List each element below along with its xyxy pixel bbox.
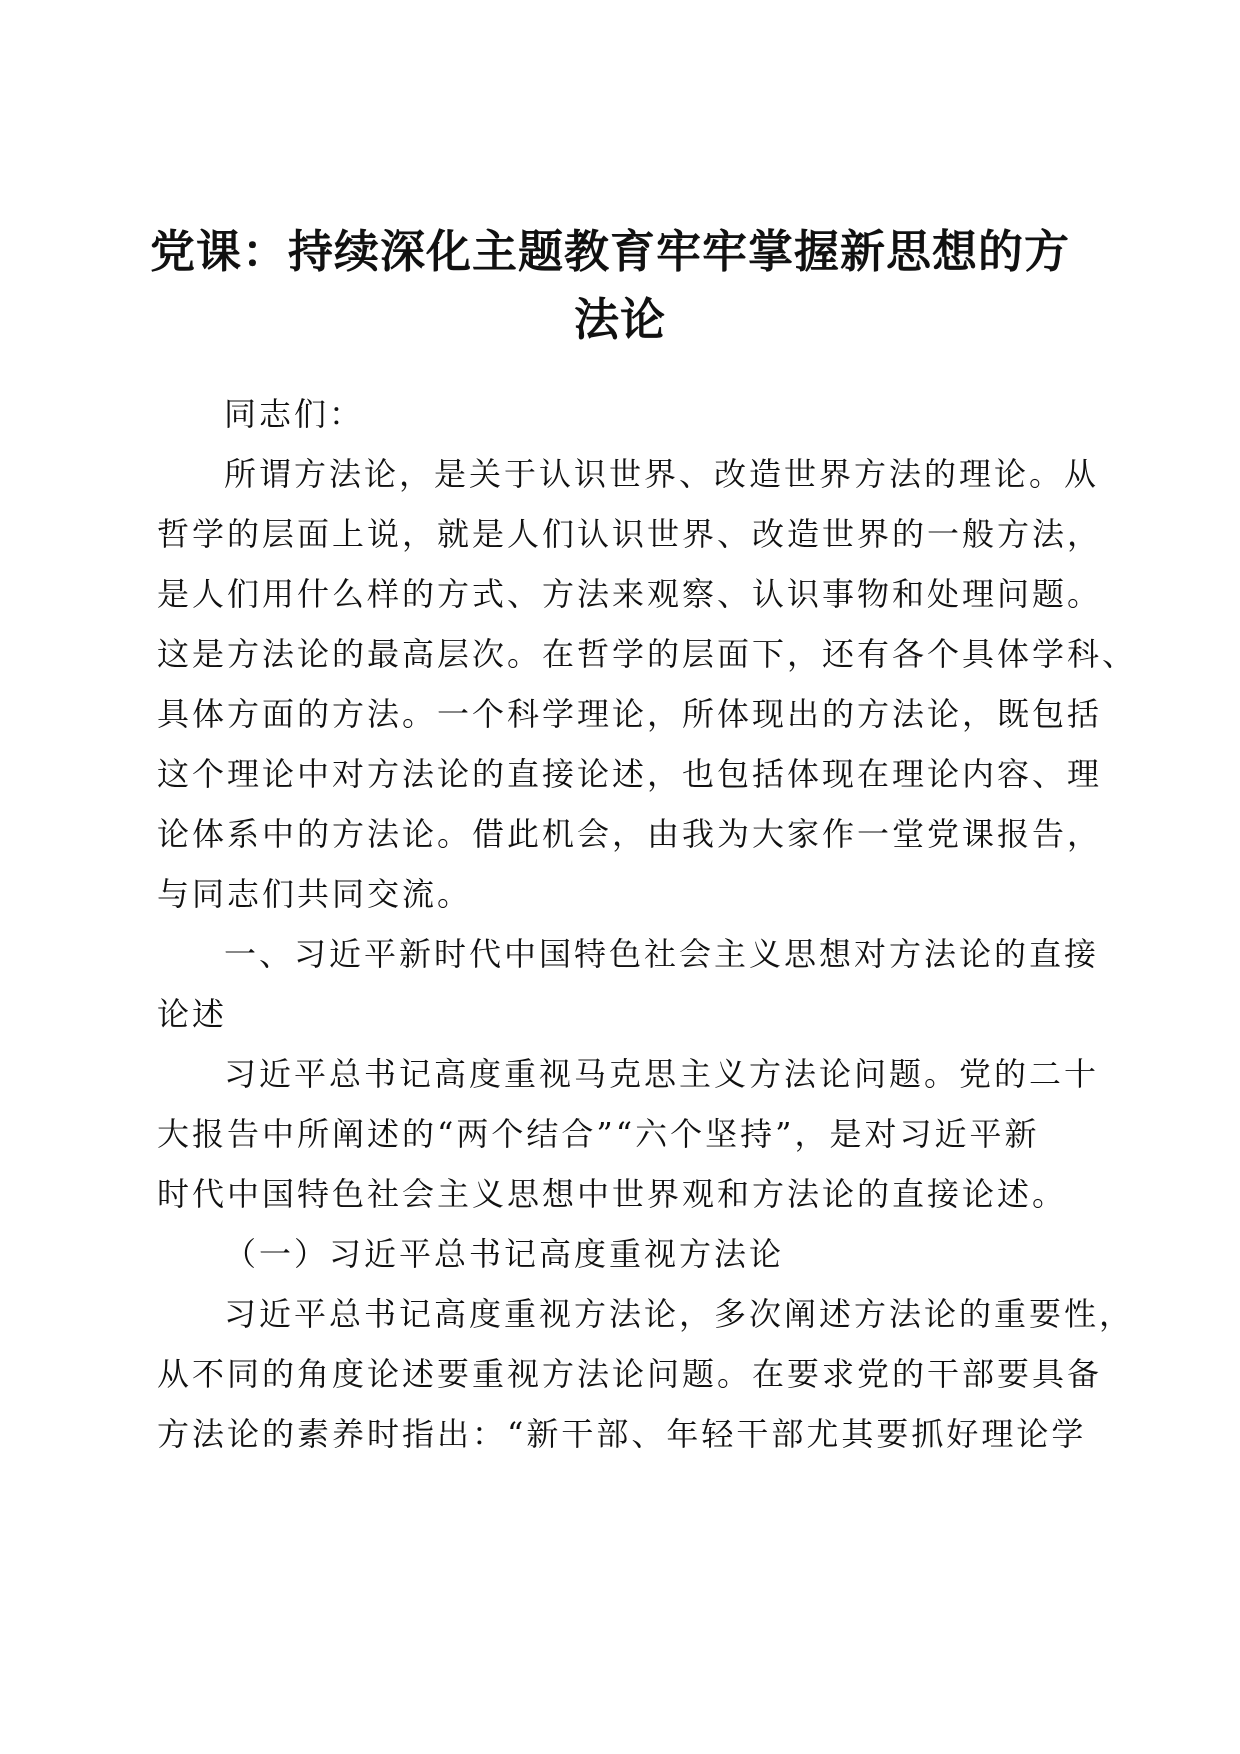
section-heading-line: 论述	[157, 995, 228, 1033]
title-line-1: 党课：持续深化主题教育牢牢掌握新思想的方	[150, 225, 1071, 278]
paragraph-line: 大报告中所阐述的“两个结合”“六个坚持”，是对习近平新	[157, 1115, 1040, 1153]
paragraph-line: 从不同的角度论述要重视方法论问题。在要求党的干部要具备	[157, 1355, 1103, 1393]
salutation: 同志们：	[224, 395, 365, 433]
paragraph-line: 习近平总书记高度重视方法论，多次阐述方法论的重要性，	[224, 1295, 1135, 1333]
paragraph-line: 具体方面的方法。一个科学理论，所体现出的方法论，既包括	[157, 695, 1103, 733]
paragraph-line: 这是方法论的最高层次。在哲学的层面下，还有各个具体学科、	[157, 635, 1138, 673]
paragraph-line: 习近平总书记高度重视马克思主义方法论问题。党的二十	[224, 1055, 1100, 1093]
paragraph-line: 与同志们共同交流。	[157, 875, 473, 913]
paragraph-line: 论体系中的方法论。借此机会，由我为大家作一堂党课报告，	[157, 815, 1103, 853]
section-heading-line: 一、习近平新时代中国特色社会主义思想对方法论的直接	[224, 935, 1100, 973]
paragraph-line: 这个理论中对方法论的直接论述，也包括体现在理论内容、理	[157, 755, 1103, 793]
paragraph-line: 所谓方法论，是关于认识世界、改造世界方法的理论。从	[224, 455, 1100, 493]
document-title	[150, 218, 1090, 354]
title-line-2: 法论	[573, 293, 666, 346]
paragraph-line: 是人们用什么样的方式、方法来观察、认识事物和处理问题。	[157, 575, 1103, 613]
paragraph-line: 哲学的层面上说，就是人们认识世界、改造世界的一般方法，	[157, 515, 1103, 553]
paragraph-line: 时代中国特色社会主义思想中世界观和方法论的直接论述。	[157, 1175, 1068, 1213]
subsection-heading: （一）习近平总书记高度重视方法论	[224, 1235, 785, 1273]
paragraph-line: 方法论的素养时指出：“新干部、年轻干部尤其要抓好理论学	[157, 1415, 1087, 1453]
